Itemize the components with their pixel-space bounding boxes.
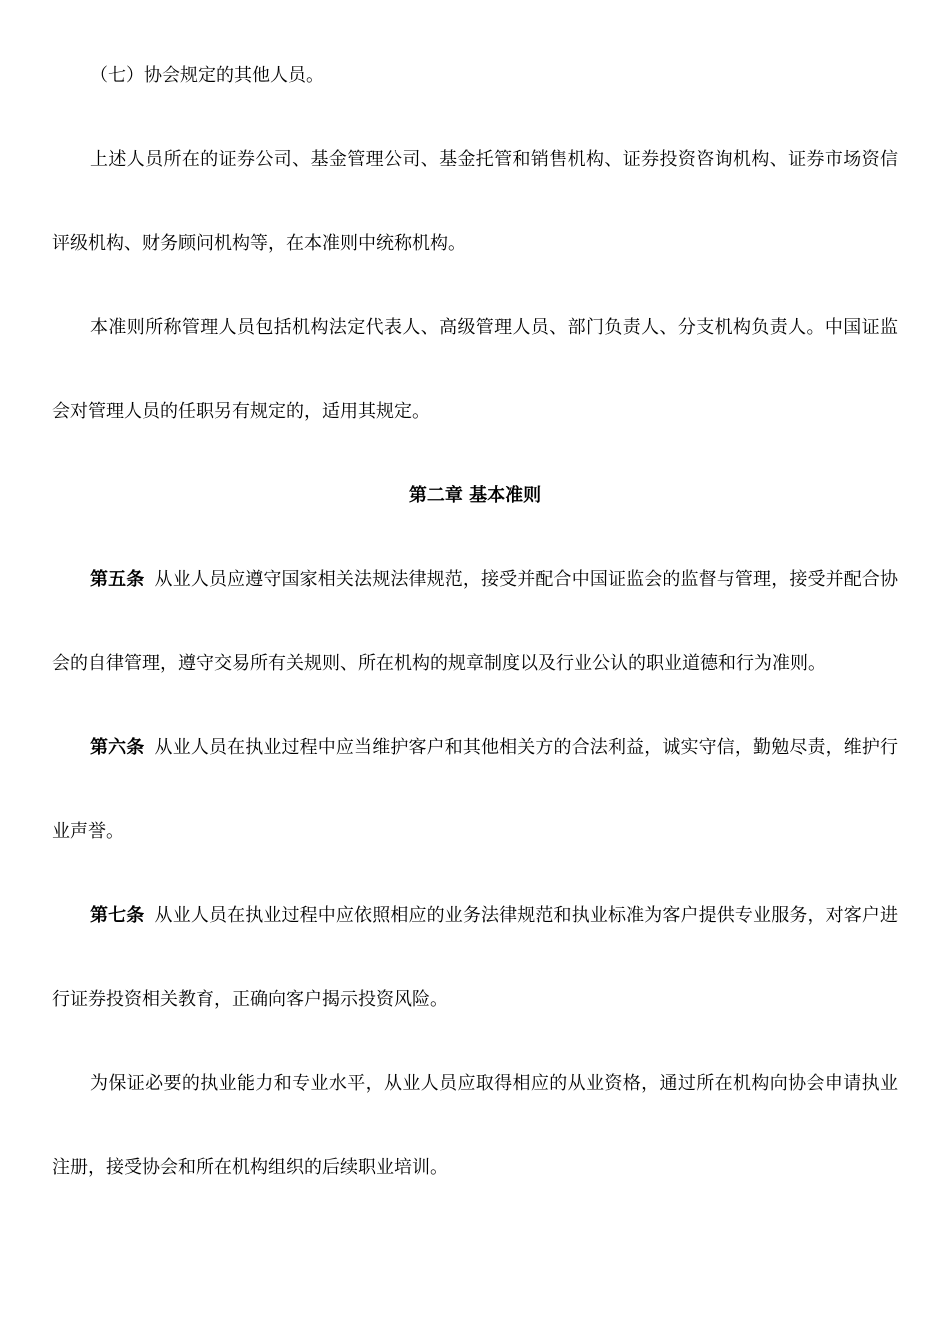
paragraph-qualification: 为保证必要的执业能力和专业水平，从业人员应取得相应的从业资格，通过所在机构向协会申请执业注册，接受协会和所在机构组织的后续职业培训。 (52, 1073, 898, 1178)
article-6-text: 从业人员在执业过程中应当维护客户和其他相关方的合法利益，诚实守信，勤勉尽责，维护行业声誉。 (52, 737, 899, 842)
article-6 (52, 706, 898, 874)
article-6-label: 第六条 (90, 737, 145, 758)
article-5-text: 从业人员应遵守国家相关法规法律规范，接受并配合中国证监会的监督与管理，接受并配合协会的自律管理，遵守交易所有关规则、所在机构的规章制度以及行业公认的职业道德和行为准则。 (52, 569, 899, 674)
article-7-text: 从业人员在执业过程中应依照相应的业务法律规范和执业标准为客户提供专业服务，对客户进行证券投资相关教育，正确向客户揭示投资风险。 (52, 905, 899, 1010)
document-page (52, 0, 898, 1210)
paragraph-other-personnel: （七）协会规定的其他人员。 (90, 65, 324, 86)
article-5 (52, 538, 898, 706)
article-7-label: 第七条 (90, 905, 145, 926)
chapter-title: 第二章 基本准则 (408, 485, 542, 506)
article-7 (52, 874, 898, 1042)
paragraph-institutions: 上述人员所在的证券公司、基金管理公司、基金托管和销售机构、证券投资咨询机构、证券市场资信评级机构、财务顾问机构等，在本准则中统称机构。 (52, 149, 898, 254)
article-5-label: 第五条 (90, 569, 145, 590)
paragraph-management-personnel: 本准则所称管理人员包括机构法定代表人、高级管理人员、部门负责人、分支机构负责人。中国证监会对管理人员的任职另有规定的，适用其规定。 (52, 317, 898, 422)
